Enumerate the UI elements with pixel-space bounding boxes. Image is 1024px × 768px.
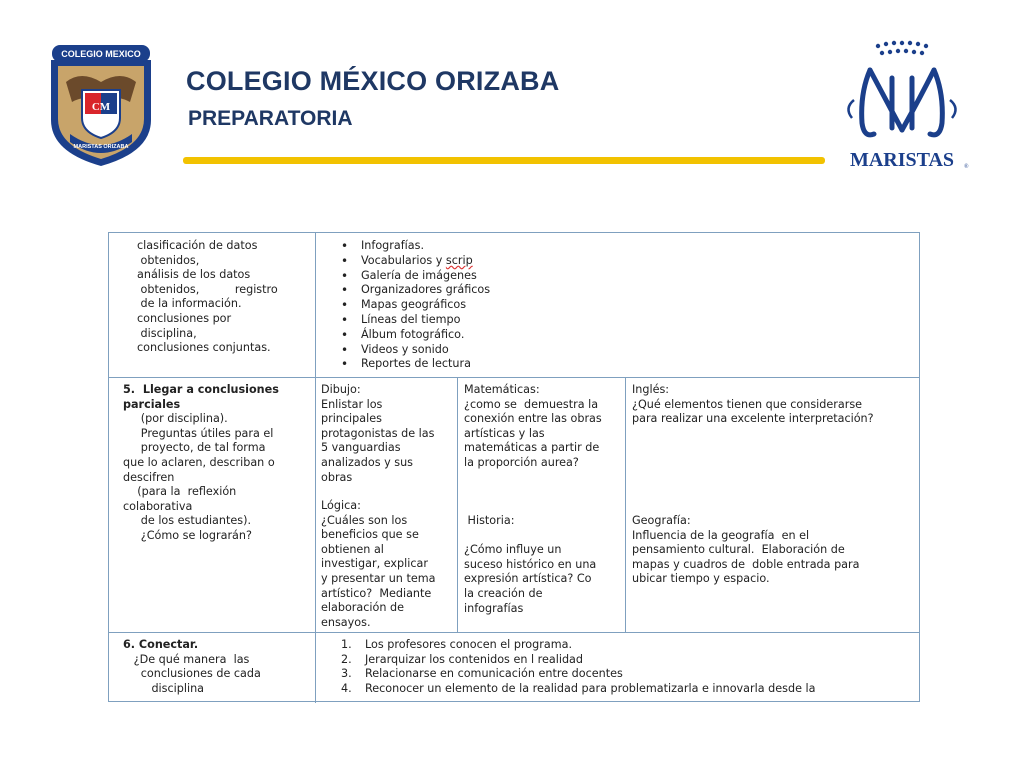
row3-left-line: ¿De qué manera las: [123, 652, 250, 666]
page-subtitle: PREPARATORIA: [188, 107, 353, 130]
misspelled-word: scrip: [445, 253, 473, 267]
row2-left-line: Preguntas útiles para el: [123, 426, 274, 440]
row2-left-title: parciales: [123, 397, 181, 411]
list-item: • Videos y sonido: [335, 343, 490, 358]
list-item: • Infografías.: [335, 239, 490, 254]
logo-left-top-text: COLEGIO MEXICO: [61, 49, 141, 59]
list-item: 1. Los profesores conocen el programa.: [341, 638, 573, 651]
row1-left-line: análisis de los datos: [137, 268, 251, 282]
row3-left-line: disciplina: [123, 681, 205, 695]
row2-left-line: ¿Cómo se lograrán?: [123, 529, 252, 542]
dibujo-line: 5 vanguardias: [321, 441, 401, 455]
logo-left-shield-text: CM: [91, 101, 111, 113]
column-divider: [457, 377, 458, 632]
column-divider: [315, 233, 316, 703]
row1-left-line: clasificación de datos: [137, 239, 258, 252]
logo-right-suffix: ®: [964, 164, 969, 170]
row3-left-line: conclusiones de cada: [123, 667, 261, 681]
logica-line: ¿Cuáles son los: [321, 513, 408, 527]
matematicas-line: ¿como se demuestra la: [464, 397, 599, 411]
row2-left-title: 5. Llegar a conclusiones: [123, 383, 279, 396]
row-divider: [109, 377, 919, 378]
list-item: • Vocabularios y scrip: [335, 254, 490, 269]
row1-left-line: obtenidos,: [137, 253, 200, 267]
list-item: 4. Reconocer un elemento de la realidad para problematizarla e innovarla desde la: [341, 681, 816, 695]
geografia-line: Geografía:: [632, 514, 691, 527]
colegio-mexico-logo: [46, 42, 156, 168]
list-item: • Mapas geográficos: [335, 298, 490, 313]
dibujo-line: Enlistar los: [321, 397, 383, 411]
row3-left-title: 6. Conectar.: [123, 638, 199, 651]
list-item: • Álbum fotográfico.: [335, 328, 490, 343]
logica-line: artístico? Mediante: [321, 586, 432, 600]
ingles-line: para realizar una excelente interpretación?: [632, 412, 874, 426]
geografia-line: ubicar tiempo y espacio.: [632, 572, 770, 586]
dibujo-line: analizados y sus: [321, 456, 414, 469]
page-title: COLEGIO MÉXICO ORIZABA: [186, 66, 560, 96]
historia-line: Historia:: [464, 514, 515, 527]
row1-left-line: obtenidos, registro: [137, 282, 278, 296]
logo-left-bottom-text: MARISTAS ORIZABA: [73, 144, 129, 150]
gold-divider: [183, 157, 825, 164]
list-item: • Galería de imágenes: [335, 269, 490, 284]
list-item: • Organizadores gráficos: [335, 283, 490, 298]
logica-line: Lógica:: [321, 499, 361, 512]
dibujo-line: obras: [321, 470, 353, 484]
ingles-line: Inglés:: [632, 383, 670, 396]
matematicas-line: Matemáticas:: [464, 383, 540, 396]
geografia-line: mapas y cuadros de doble entrada para: [632, 557, 860, 571]
row-divider: [109, 632, 919, 633]
logica-line: elaboración de: [321, 601, 404, 615]
list-item: 3. Relacionarse en comunicación entre docentes: [341, 667, 623, 681]
historia-line: ¿Cómo influye un: [464, 543, 562, 557]
row3-numbered-list: [341, 638, 815, 696]
historia-line: infografías: [464, 601, 524, 615]
row2-left-line: de los estudiantes).: [123, 514, 252, 528]
logica-line: obtienen al: [321, 542, 384, 556]
content-table: [108, 232, 920, 702]
logica-line: ensayos.: [321, 615, 371, 629]
row1-left-line: conclusiones por: [137, 312, 232, 325]
row2-left-line: (para la reflexión: [123, 485, 237, 499]
historia-line: la creación de: [464, 587, 543, 600]
logo-right-text: MARISTAS: [849, 149, 955, 171]
list-item: 2. Jerarquizar los contenidos en l realidad: [341, 652, 584, 666]
matematicas-line: conexión entre las obras: [464, 412, 602, 426]
logica-line: beneficios que se: [321, 528, 419, 542]
row1-left-line: conclusiones conjuntas.: [137, 341, 271, 355]
row2-left-line: descifren: [123, 470, 175, 484]
maristas-logo: [840, 38, 970, 174]
list-item: • Líneas del tiempo: [335, 313, 490, 328]
row2-left-line: que lo aclaren, describan o: [123, 456, 275, 469]
matematicas-line: artísticas y las: [464, 426, 545, 440]
geografia-line: Influencia de la geografía en el: [632, 528, 810, 542]
column-divider: [625, 377, 626, 632]
dibujo-line: principales: [321, 412, 382, 426]
ingles-line: ¿Qué elementos tienen que considerarse: [632, 397, 863, 411]
row1-left-line: disciplina,: [137, 326, 197, 340]
row2-left-line: colaborativa: [123, 499, 193, 513]
historia-line: suceso histórico en una: [464, 557, 597, 571]
row1-left-line: de la información.: [137, 297, 242, 311]
list-item: • Reportes de lectura: [335, 357, 490, 372]
historia-line: expresión artística? Co: [464, 572, 592, 586]
matematicas-line: la proporción aurea?: [464, 456, 579, 469]
dibujo-line: Dibujo:: [321, 383, 361, 396]
dibujo-line: protagonistas de las: [321, 426, 435, 440]
row2-left-line: proyecto, de tal forma: [123, 441, 266, 455]
matematicas-line: matemáticas a partir de: [464, 441, 600, 455]
geografia-line: pensamiento cultural. Elaboración de: [632, 543, 845, 557]
logica-line: y presentar un tema: [321, 572, 436, 585]
row1-bullet-list: [335, 239, 490, 372]
row2-left-line: (por disciplina).: [123, 412, 228, 426]
logica-line: investigar, explicar: [321, 557, 428, 571]
